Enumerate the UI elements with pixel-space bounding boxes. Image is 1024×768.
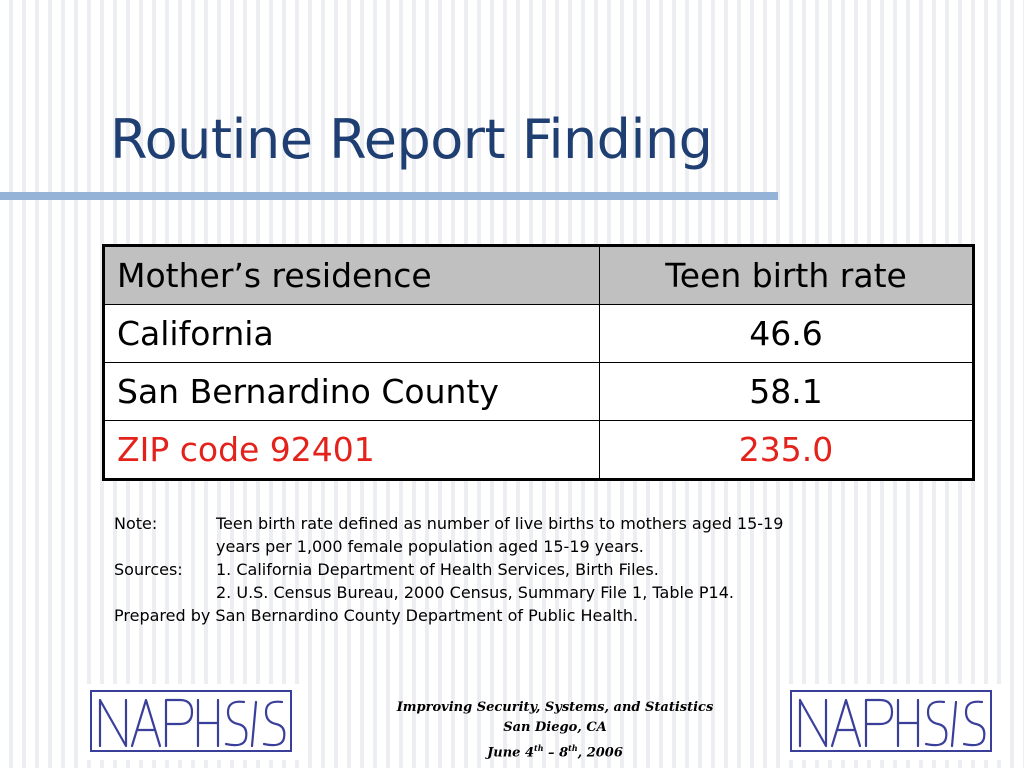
naphsis-logo-left xyxy=(86,684,306,760)
table-row xyxy=(104,363,974,421)
header-mothers-residence: Mother’s residence xyxy=(104,246,600,305)
note-text-line2: years per 1,000 female population aged 15-19 years. xyxy=(216,537,644,556)
header-teen-birth-rate: Teen birth rate xyxy=(600,246,974,305)
note-label: Note: xyxy=(114,514,158,533)
cell-residence: San Bernardino County xyxy=(104,363,600,421)
footer-date-suffix: th xyxy=(534,743,544,753)
table-header-row xyxy=(104,246,974,305)
teen-birth-rate-table xyxy=(102,244,975,481)
prepared-by: Prepared by San Bernardino County Department of Public Health. xyxy=(114,606,639,625)
slide-footer xyxy=(340,698,770,763)
footer-date-end: – 8 xyxy=(543,745,569,761)
slide-title: Routine Report Finding xyxy=(110,108,713,171)
naphsis-logo-icon xyxy=(786,684,1006,760)
table-row xyxy=(104,305,974,363)
footer-location: San Diego, CA xyxy=(503,720,607,735)
cell-rate: 46.6 xyxy=(600,305,974,363)
footer-conference-title: Improving Security, Systems, and Statistics xyxy=(396,700,714,715)
footer-date-suffix: th xyxy=(568,743,578,753)
sources-label: Sources: xyxy=(114,560,183,579)
footer-date-year: , 2006 xyxy=(577,745,623,761)
footer-date-start: June 4 xyxy=(487,745,535,761)
naphsis-logo-icon xyxy=(86,684,306,760)
cell-residence: ZIP code 92401 xyxy=(104,421,600,480)
cell-rate: 235.0 xyxy=(600,421,974,480)
source-2: 2. U.S. Census Bureau, 2000 Census, Summary File 1, Table P14. xyxy=(216,583,734,602)
footer-date xyxy=(340,738,770,763)
note-text-line1: Teen birth rate defined as number of live births to mothers aged 15-19 xyxy=(216,514,784,533)
cell-residence: California xyxy=(104,305,600,363)
title-underline xyxy=(0,192,778,200)
naphsis-logo-right xyxy=(786,684,1006,760)
source-1: 1. California Department of Health Services, Birth Files. xyxy=(216,560,659,579)
cell-rate: 58.1 xyxy=(600,363,974,421)
table-row-highlighted xyxy=(104,421,974,480)
